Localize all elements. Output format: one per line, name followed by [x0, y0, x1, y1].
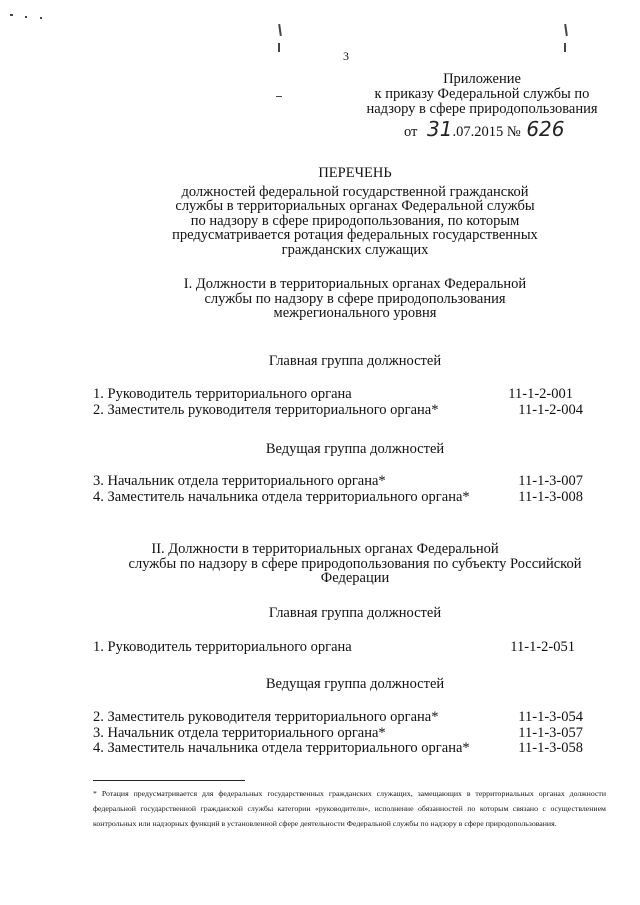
section-line: II. Должности в территориальных органах Федеральной [151, 541, 499, 557]
date-rest: .07.2015 № [452, 124, 521, 140]
position-code: 11-1-3-008 [518, 488, 583, 505]
footnote: * Ротация предусматривается для федеральных государственных гражданских служащих, замещающих в территориальных органах должности федеральной государственной гражданской службы категории «руководители», исполнение обязанностей по которым связано с осуществлением контрольных или надзорных функций в установленной сфере деятельности Федеральной службы по надзору в сфере природопользования. [93, 789, 606, 828]
section-1-heading [140, 277, 570, 321]
position-label: 3. Начальник отдела территориального органа* [93, 724, 386, 741]
position-row [93, 490, 583, 506]
position-code: 11-1-2-001 [508, 386, 573, 402]
scan-mark [278, 24, 282, 36]
position-code: 11-1-3-054 [518, 709, 583, 725]
position-code: 11-1-2-004 [518, 401, 583, 418]
title-line: предусматривается ротация федеральных государственных [172, 227, 538, 243]
position-label: 2. Заместитель руководителя территориального органа* [93, 401, 439, 418]
position-row [93, 387, 583, 403]
position-code: 11-1-3-057 [518, 724, 583, 741]
appendix-block [356, 72, 608, 117]
scan-mark [276, 96, 282, 97]
title-line: должностей федеральной государственной гражданской [181, 183, 529, 200]
title-line: гражданских служащих [281, 241, 429, 258]
scan-mark [564, 43, 566, 52]
position-code: 11-1-3-058 [518, 740, 583, 756]
position-row [93, 640, 583, 656]
scan-mark [25, 16, 27, 18]
position-label: 1. Руководитель территориального органа [93, 639, 352, 655]
position-row [93, 403, 583, 419]
group-heading: Главная группа должностей [268, 605, 442, 621]
group-heading: Ведущая группа должностей [265, 441, 445, 457]
section-line: службы по надзору в сфере природопользования [204, 290, 506, 307]
title-heading: ПЕРЕЧЕНЬ [318, 165, 392, 181]
date-day: 31 [427, 117, 453, 141]
section-line: службы по надзору в сфере природопользования по субъекту Российской [128, 555, 582, 572]
position-row [93, 474, 583, 490]
section-2-heading [110, 542, 600, 586]
position-label: 4. Заместитель начальника отдела территориального органа* [93, 740, 470, 756]
title-line: службы в территориальных органах Федеральной службы [175, 198, 535, 214]
position-row [93, 741, 583, 757]
appendix-line: надзору в сфере природопользования [366, 101, 598, 117]
group-heading: Ведущая группа должностей [265, 676, 445, 692]
position-row [93, 710, 583, 726]
position-list [93, 640, 583, 656]
section-line: межрегионального уровня [273, 305, 437, 321]
appendix-line: к приказу Федеральной службы по [374, 86, 590, 102]
position-label: 4. Заместитель начальника отдела территориального органа* [93, 488, 470, 505]
order-date-line [404, 117, 565, 141]
scan-mark [40, 17, 42, 19]
scan-mark [278, 43, 280, 52]
date-prefix: от [404, 124, 418, 140]
group-heading: Главная группа должностей [268, 353, 442, 369]
position-row [93, 726, 583, 742]
position-list [93, 710, 583, 757]
title-line: по надзору в сфере природопользования, по которым [190, 212, 520, 229]
scan-mark [564, 24, 568, 36]
section-line: I. Должности в территориальных органах Федеральной [183, 276, 527, 292]
position-code: 11-1-2-051 [510, 639, 575, 655]
position-list [93, 474, 583, 505]
position-code: 11-1-3-007 [518, 473, 583, 489]
scan-mark [10, 14, 13, 16]
position-list [93, 387, 583, 418]
page-number: 3 [343, 49, 349, 63]
document-title [140, 166, 570, 257]
appendix-line: Приложение [443, 71, 521, 87]
position-label: 1. Руководитель территориального органа [93, 386, 352, 402]
footnote-divider [93, 780, 245, 781]
section-line: Федерации [320, 570, 390, 586]
order-number: 626 [526, 117, 565, 141]
position-label: 3. Начальник отдела территориального органа* [93, 473, 386, 489]
position-label: 2. Заместитель руководителя территориального органа* [93, 709, 439, 725]
